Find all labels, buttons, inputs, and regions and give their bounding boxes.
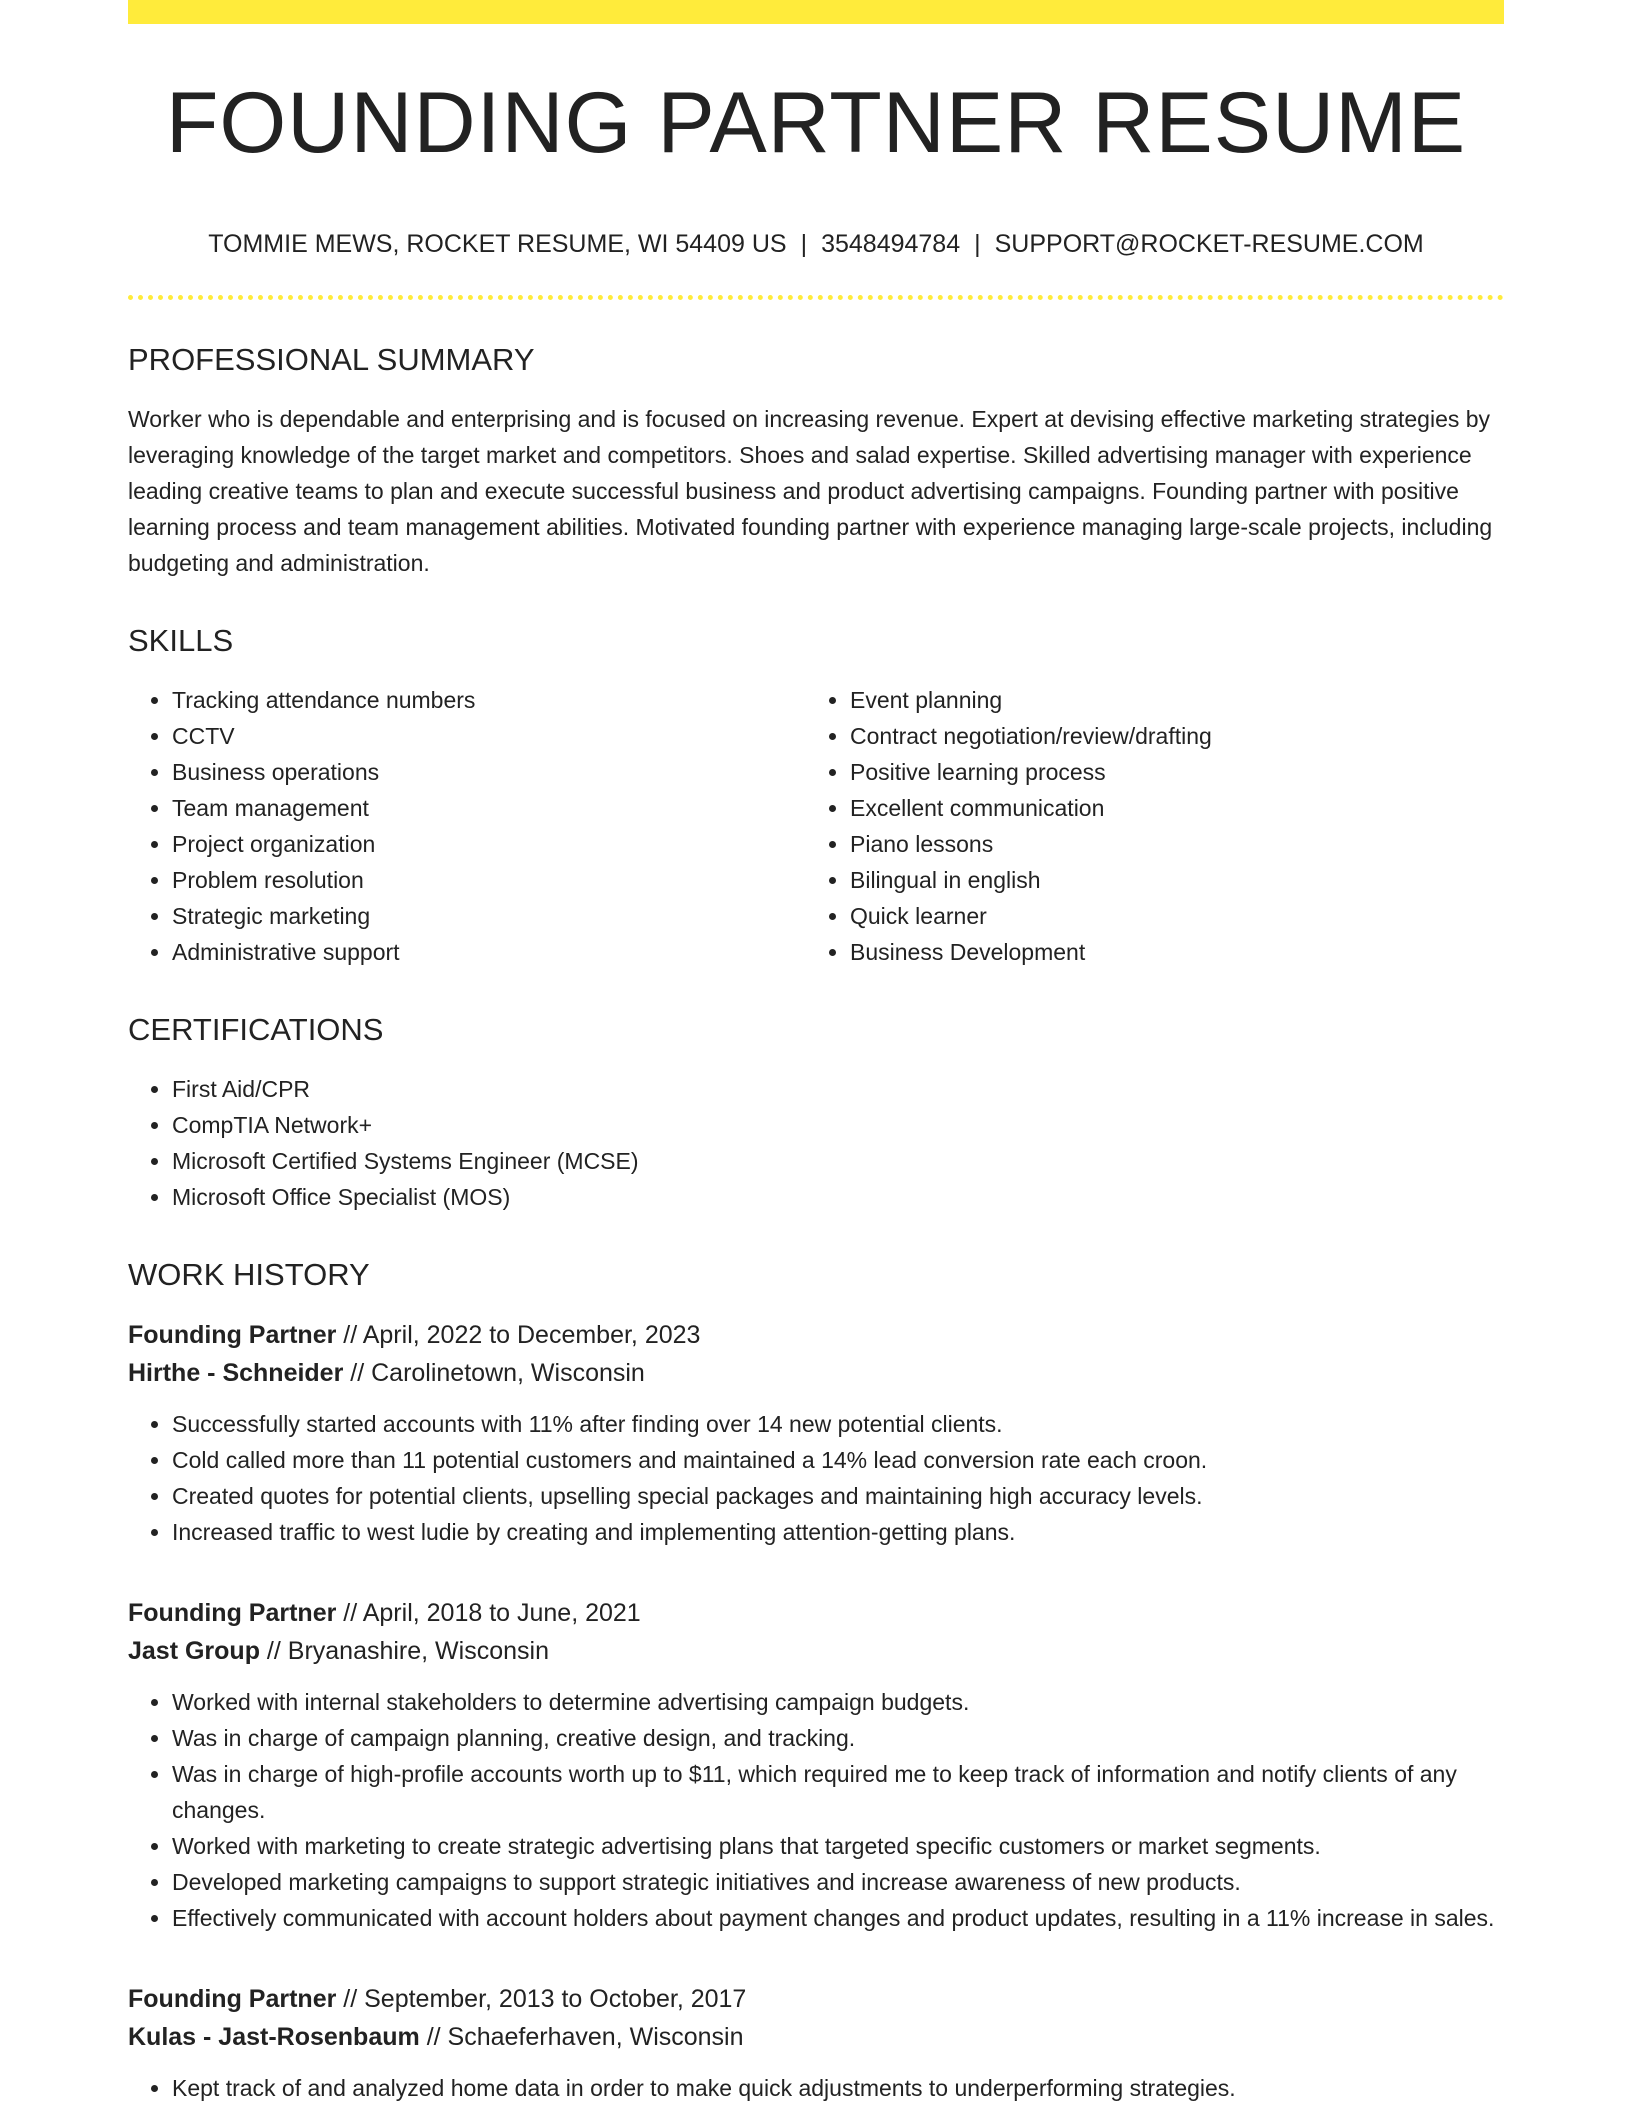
job-company: Jast Group [128, 1637, 260, 1665]
skill-item: • Project organization [172, 826, 806, 862]
skills-list-left [128, 682, 806, 970]
skill-item: • Business Development [850, 934, 1484, 970]
skill-item: • Event planning [850, 682, 1484, 718]
skill-item: • Team management [172, 790, 806, 826]
certification-item: • Microsoft Office Specialist (MOS) [172, 1179, 1504, 1215]
job-bullet: • Effectively communicated with account holders about payment changes and product updates, resulting in a 11% increase in sales. [172, 1900, 1504, 1936]
skills-list-right [806, 682, 1484, 970]
skill-item: • Strategic marketing [172, 898, 806, 934]
certification-item: • Microsoft Certified Systems Engineer (MCSE) [172, 1143, 1504, 1179]
job-entry [128, 1980, 1504, 2106]
job-bullets [128, 1684, 1504, 1936]
job-title-line [128, 1980, 1504, 2018]
job-entry [128, 1316, 1504, 1550]
job-company: Kulas - Jast-Rosenbaum [128, 2023, 420, 2051]
job-role: Founding Partner [128, 1599, 337, 1627]
skill-item: • Problem resolution [172, 862, 806, 898]
skills-column-right [806, 682, 1484, 970]
skill-item: • Quick learner [850, 898, 1484, 934]
job-dates: // September, 2013 to October, 2017 [336, 1985, 747, 2013]
contact-line [128, 232, 1504, 257]
job-title-line [128, 1316, 1504, 1354]
contact-email: SUPPORT@ROCKET-RESUME.COM [994, 230, 1424, 258]
summary-heading: PROFESSIONAL SUMMARY [128, 342, 535, 377]
certifications-list-wrapper [128, 1071, 1504, 1215]
skill-item: • Tracking attendance numbers [172, 682, 806, 718]
job-bullet: • Worked with internal stakeholders to determine advertising campaign budgets. [172, 1684, 1504, 1720]
skill-item: • Positive learning process [850, 754, 1484, 790]
job-bullets [128, 2070, 1504, 2106]
skills-grid [128, 682, 1504, 970]
job-bullet: • Developed marketing campaigns to support strategic initiatives and increase awareness of new products. [172, 1864, 1504, 1900]
job-entry [128, 1594, 1504, 1936]
job-company-line [128, 1354, 1504, 1392]
job-bullet: • Created quotes for potential clients, upselling special packages and maintaining high accuracy levels. [172, 1478, 1504, 1514]
job-bullet: • Was in charge of high-profile accounts worth up to $11, which required me to keep track of information and notify clients of any changes. [172, 1756, 1504, 1828]
job-bullet: • Was in charge of campaign planning, creative design, and tracking. [172, 1720, 1504, 1756]
job-location: // Bryanashire, Wisconsin [259, 1637, 549, 1665]
job-location: // Carolinetown, Wisconsin [343, 1359, 645, 1387]
document-title: FOUNDING PARTNER RESUME [165, 75, 1467, 171]
job-bullet: • Kept track of and analyzed home data in order to make quick adjustments to underperforming strategies. [172, 2070, 1504, 2106]
dotted-divider [128, 295, 1504, 300]
job-role: Founding Partner [128, 1985, 337, 2013]
skill-item: • Business operations [172, 754, 806, 790]
contact-separator: | [800, 230, 808, 258]
certifications-heading: CERTIFICATIONS [128, 1012, 384, 1047]
contact-address: TOMMIE MEWS, ROCKET RESUME, WI 54409 US [208, 230, 787, 258]
skills-heading: SKILLS [128, 623, 234, 658]
job-location: // Schaeferhaven, Wisconsin [419, 2023, 744, 2051]
job-bullet: • Successfully started accounts with 11% after finding over 14 new potential clients. [172, 1406, 1504, 1442]
skill-item: • Administrative support [172, 934, 806, 970]
job-dates: // April, 2022 to December, 2023 [336, 1321, 701, 1349]
contact-separator: | [974, 230, 981, 258]
skills-column-left [128, 682, 806, 970]
job-bullet: • Worked with marketing to create strategic advertising plans that targeted specific customers or market segments. [172, 1828, 1504, 1864]
job-dates: // April, 2018 to June, 2021 [336, 1599, 641, 1627]
job-role: Founding Partner [128, 1321, 337, 1349]
certification-item: • First Aid/CPR [172, 1071, 1504, 1107]
job-bullets [128, 1406, 1504, 1550]
certifications-list [128, 1071, 1504, 1215]
certification-item: • CompTIA Network+ [172, 1107, 1504, 1143]
resume-page [128, 0, 1504, 2106]
skill-item: • Contract negotiation/review/drafting [850, 718, 1484, 754]
work-history-heading: WORK HISTORY [128, 1257, 370, 1292]
job-title-line [128, 1594, 1504, 1632]
job-company-line [128, 1632, 1504, 1670]
skill-item: • Piano lessons [850, 826, 1484, 862]
contact-phone: 3548494784 [821, 230, 961, 258]
skill-item: • CCTV [172, 718, 806, 754]
summary-text: Worker who is dependable and enterprising and is focused on increasing revenue. Expert at devising effective marketing strategies by leveraging knowledge of the target market and competitors. Shoes and salad expertise. Skilled advertising manager with experience leading creative teams to plan and execute successful business and product advertising campaigns. Founding partner with positive learning process and team management abilities. Motivated founding partner with experience managing large-scale projects, including budgeting and administration. [128, 406, 1493, 576]
job-bullet: • Increased traffic to west ludie by creating and implementing attention-getting plans. [172, 1514, 1504, 1550]
top-accent-bar [128, 0, 1504, 24]
job-company-line [128, 2018, 1504, 2056]
job-company: Hirthe - Schneider [128, 1359, 344, 1387]
job-bullet: • Cold called more than 11 potential customers and maintained a 14% lead conversion rate each croon. [172, 1442, 1504, 1478]
skill-item: • Bilingual in english [850, 862, 1484, 898]
skill-item: • Excellent communication [850, 790, 1484, 826]
